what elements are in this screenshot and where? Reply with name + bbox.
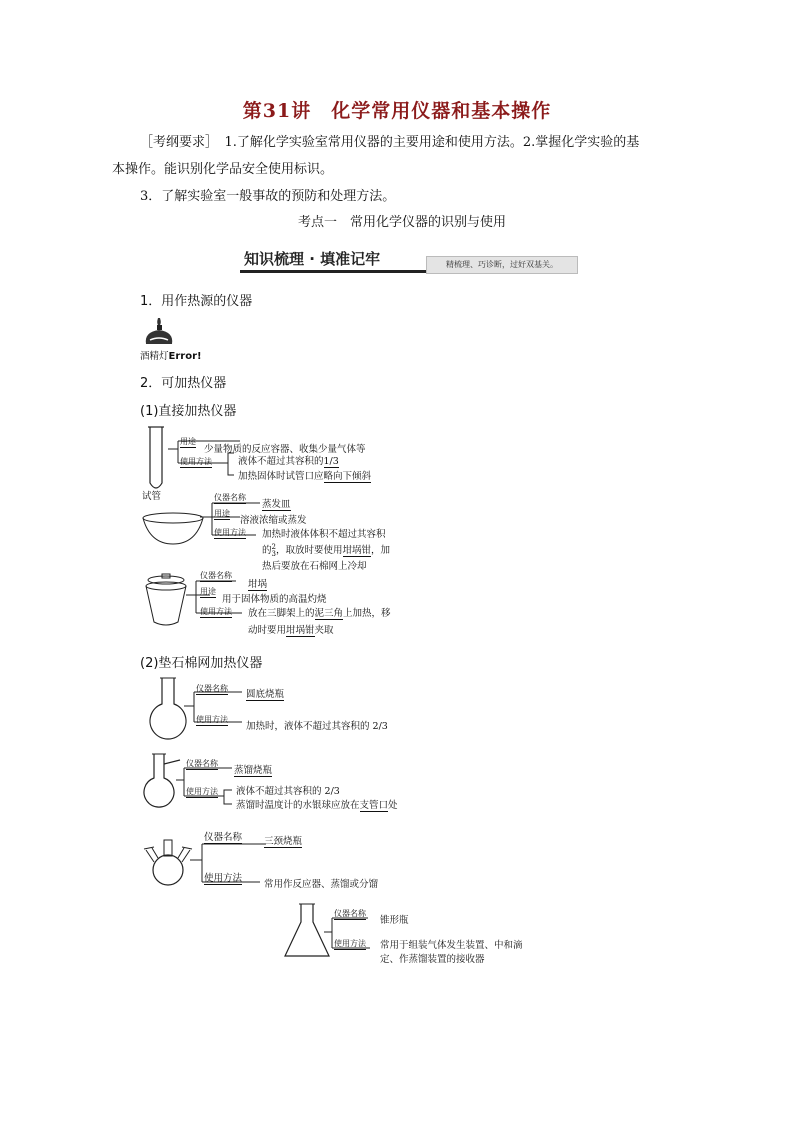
rbflask-name-tag: 仪器名称 <box>196 684 228 693</box>
dflask-method-tag: 使用方法 <box>186 787 218 796</box>
crucible-method-2: 动时要用坩埚钳夹取 <box>248 625 334 636</box>
eflask-method-tag: 使用方法 <box>334 939 366 948</box>
page-title: 第31讲 化学常用仪器和基本操作 <box>242 100 552 122</box>
eflask-method-1: 常用于组装气体发生装置、中和滴 <box>380 940 523 951</box>
crucible-use-tag: 用途 <box>200 587 216 596</box>
crucible-method-1: 放在三脚架上的泥三角上加热，移 <box>248 608 391 619</box>
crucible-icon <box>142 572 192 628</box>
dflask-method-2: 蒸馏时温度计的水银球应放在支管口处 <box>236 800 398 811</box>
banner-title: 知识梳理 · 填准记牢 <box>244 250 381 268</box>
test-tube-use-tag: 用途 <box>180 437 196 446</box>
section-1-heading: 1．用作热源的仪器 <box>140 294 253 309</box>
eflask-name-tag: 仪器名称 <box>334 909 366 918</box>
dflask-method-1: 液体不超过其容积的 2/3 <box>236 786 340 797</box>
dish-method-2: 的2 3，取放时要使用坩埚钳，加 <box>262 542 391 558</box>
banner-underline <box>240 270 426 273</box>
crucible-method-tag: 使用方法 <box>200 607 232 616</box>
crucible-name: 坩埚 <box>248 576 267 591</box>
test-tube-name: 试管 <box>142 491 162 502</box>
test-tube-method-1: 液体不超过其容积的1/3 <box>238 456 339 467</box>
tflask-name: 三颈烧瓶 <box>264 833 302 848</box>
dish-name: 蒸发皿 <box>262 496 291 511</box>
dish-use-tag: 用途 <box>214 509 230 518</box>
dish-method-1: 加热时液体体积不超过其容积 <box>262 529 386 540</box>
rbflask-method-tag: 使用方法 <box>196 715 228 724</box>
dflask-name-tag: 仪器名称 <box>186 759 218 768</box>
test-tube-use: 少量物质的反应容器、收集少量气体等 <box>204 444 366 455</box>
eflask-name: 锥形瓶 <box>380 915 409 926</box>
dish-method-3: 热后要放在石棉网上冷却 <box>262 561 367 572</box>
tflask-method-1: 常用作反应器、蒸馏或分馏 <box>264 879 379 890</box>
section-2-heading: 2．可加热仪器 <box>140 376 227 391</box>
section-banner <box>240 246 576 274</box>
subsection-1-heading: (1)直接加热仪器 <box>140 404 237 419</box>
syllabus-line-1: ［考纲要求］ 1.了解化学实验室常用仪器的主要用途和使用方法。2.掌握化学实验的基 <box>140 135 640 150</box>
alcohol-lamp-label: 酒精灯Error! <box>140 351 202 362</box>
test-tube-method-2: 加热固体时试管口应略向下倾斜 <box>238 471 372 482</box>
alcohol-lamp-icon <box>140 316 180 346</box>
syllabus-line-3: 3．了解实验室一般事故的预防和处理方法。 <box>140 189 396 204</box>
rbflask-method-1: 加热时，液体不超过其容积的 2/3 <box>246 721 388 732</box>
evaporating-dish-icon <box>140 510 206 546</box>
banner-subtitle: 精梳理、巧诊断，过好双基关。 <box>426 256 578 274</box>
dflask-name: 蒸馏烧瓶 <box>234 762 272 777</box>
syllabus-line-2: 本操作。能识别化学品安全使用标识。 <box>112 162 334 177</box>
tflask-method-tag: 使用方法 <box>204 870 242 885</box>
three-neck-flask-icon <box>140 836 196 888</box>
tflask-name-tag: 仪器名称 <box>204 829 242 844</box>
dish-method-tag: 使用方法 <box>214 528 246 537</box>
dish-name-tag: 仪器名称 <box>214 493 246 502</box>
eflask-method-2: 定、作蒸馏装置的接收器 <box>380 954 485 965</box>
test-tube-method-tag: 使用方法 <box>180 457 212 466</box>
dish-use: 溶液浓缩或蒸发 <box>240 515 307 526</box>
subsection-2-heading: (2)垫石棉网加热仪器 <box>140 656 263 671</box>
crucible-name-tag: 仪器名称 <box>200 571 232 580</box>
crucible-use: 用于固体物质的高温灼烧 <box>222 594 327 605</box>
rbflask-name: 圆底烧瓶 <box>246 686 284 701</box>
kaodian-heading: 考点一 常用化学仪器的识别与使用 <box>298 215 507 230</box>
